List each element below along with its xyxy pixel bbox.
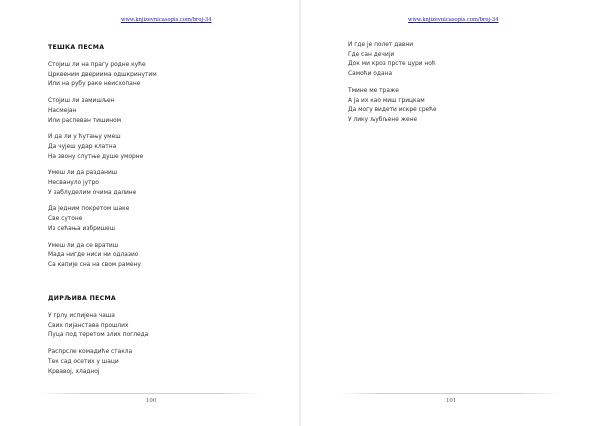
poem-line: Стојиш ли замишљен bbox=[48, 98, 115, 105]
poem-line: Крвавој, хладној bbox=[48, 368, 100, 375]
poem-title: ТЕШКА ПЕСМА bbox=[48, 44, 105, 51]
poem-line: Или на рубу раке неисхопане bbox=[48, 81, 141, 88]
poem-line: Тек сад осетих у шаци bbox=[48, 358, 119, 365]
header-link[interactable]: www.knjizevnicasopis.com/broj-34 bbox=[408, 17, 499, 23]
stanza bbox=[48, 61, 157, 90]
poem-line: Стојиш ли на прагу родне куће bbox=[48, 62, 146, 68]
header-link[interactable]: www.knjizevnicasopis.com/broj-34 bbox=[121, 17, 212, 23]
stanza bbox=[348, 87, 437, 126]
poem-line: Да чујеш удар клатна bbox=[48, 143, 117, 150]
poem-dirljiva-pesma bbox=[48, 295, 148, 377]
stanza bbox=[48, 312, 148, 341]
poem-line: У заблуделим очима далине bbox=[48, 189, 137, 196]
poem-line: Са капије сна на свом рамену bbox=[48, 261, 141, 268]
stanza bbox=[48, 205, 157, 234]
poem-line: Тмине ме траже bbox=[348, 87, 399, 94]
poem-line: Све сутоне bbox=[48, 216, 83, 223]
poem-line: Где сан дечији bbox=[348, 51, 395, 58]
stanza bbox=[48, 242, 157, 271]
poem-line: Насмејан bbox=[48, 107, 77, 114]
poem-line: Или распеван тишином bbox=[48, 117, 122, 124]
poem-line: Умеш ли да се вратиш bbox=[48, 242, 119, 249]
poem-line: Пуца под теретом злих погледа bbox=[48, 332, 149, 339]
footer-divider bbox=[338, 393, 562, 394]
poem-line: Распрсле комадиће стакла bbox=[48, 349, 133, 356]
poem-line: Да једним покретом шаке bbox=[48, 206, 130, 213]
poem-line: Свих пијанстава прошлих bbox=[48, 322, 129, 329]
poem-line: У грлу испијена чаша bbox=[48, 313, 115, 319]
stanza bbox=[348, 41, 437, 80]
poem-line: И где је полет давни bbox=[348, 42, 414, 48]
stanza bbox=[48, 133, 157, 162]
poem-line: Црквеним двериима одшкринутим bbox=[48, 71, 157, 78]
poem-title: ДИРЉИВА ПЕСМА bbox=[48, 295, 116, 302]
poem-line: Из сећања избришеш bbox=[48, 225, 116, 232]
poem-continuation bbox=[348, 41, 437, 126]
stanza bbox=[48, 348, 148, 377]
page-number: 100 bbox=[146, 398, 157, 404]
poem-line: Мада нигде ниси ни одлазио bbox=[48, 252, 139, 259]
poem-line: А ја их као миш грицкам bbox=[348, 97, 425, 104]
poem-line: Самоћи одана bbox=[348, 71, 393, 78]
page-number: 101 bbox=[446, 398, 457, 404]
poem-line: Умеш ли да разданиш bbox=[48, 170, 118, 177]
stanza bbox=[48, 169, 157, 198]
poem-line: Несвануло јутро bbox=[48, 180, 99, 187]
poem-teska-pesma bbox=[48, 44, 157, 271]
poem-line: У лику љубљене жене bbox=[348, 116, 418, 123]
poem-line: И да ли у ћутању умеш bbox=[48, 134, 121, 141]
poem-line: Док ми кроз прсте цури ноћ bbox=[348, 61, 436, 68]
poem-line: На звону слутње душе уморне bbox=[48, 153, 144, 160]
footer-divider bbox=[38, 393, 262, 394]
poem-line: Да могу видети искре среће bbox=[348, 107, 437, 114]
right-page bbox=[300, 0, 600, 426]
stanza bbox=[48, 97, 157, 126]
